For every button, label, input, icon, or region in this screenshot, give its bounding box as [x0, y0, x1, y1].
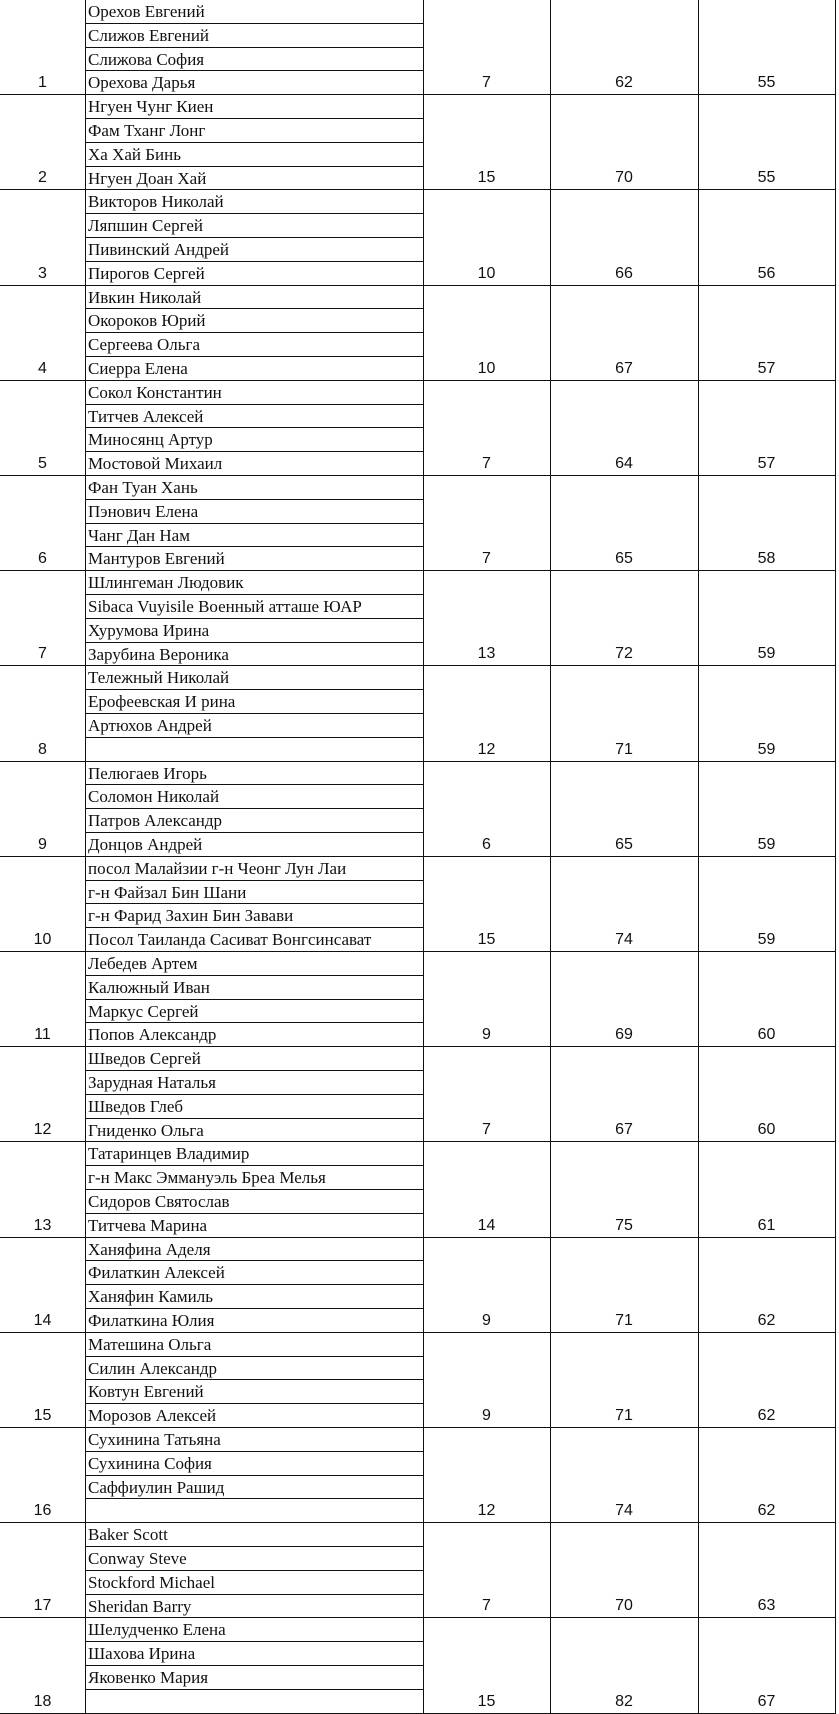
participant-name: Сухинина Татьяна [85, 1428, 423, 1452]
score-a-cell: 9 [482, 1311, 491, 1329]
rank-cell: 18 [33, 1692, 52, 1710]
rank-cell: 13 [33, 1216, 52, 1234]
score-a-cell: 7 [482, 550, 491, 568]
rank-cell: 16 [33, 1502, 52, 1520]
participant-name: Маркус Сергей [85, 1000, 423, 1024]
column-divider [835, 1333, 836, 1427]
participant-name: Яковенко Мария [85, 1666, 423, 1690]
score-c-cell: 55 [757, 169, 776, 187]
participant-name: Ковтун Евгений [85, 1380, 423, 1404]
rank-cell: 5 [38, 454, 47, 472]
score-c-cell: 60 [757, 1121, 776, 1139]
participant-name: Окороков Юрий [85, 309, 423, 333]
participant-name: Ивкин Николай [85, 286, 423, 310]
rank-cell: 9 [38, 835, 47, 853]
participant-name: Шведов Глеб [85, 1095, 423, 1119]
participant-name [85, 738, 423, 762]
score-c-cell: 67 [757, 1692, 776, 1710]
score-c-cell: 58 [757, 550, 776, 568]
rank-cell: 2 [38, 169, 47, 187]
participant-name: Сидоров Святослав [85, 1190, 423, 1214]
score-a-cell: 10 [477, 264, 496, 282]
score-c-cell: 61 [757, 1216, 776, 1234]
participant-name: Пэнович Елена [85, 500, 423, 524]
participant-name: Лебедев Артем [85, 952, 423, 976]
participant-name: Посол Таиланда Сасиват Вонгсинсават [88, 930, 372, 950]
participant-name: Титчев Алексей [85, 405, 423, 429]
score-b-cell: 69 [615, 1026, 633, 1044]
participant-name: Шахова Ирина [85, 1642, 423, 1666]
participant-name: Ханяфина Аделя [85, 1238, 423, 1262]
participant-name: Шведов Сергей [85, 1047, 423, 1071]
participant-name: Орехова Дарья [88, 73, 196, 93]
score-b-cell: 64 [615, 454, 633, 472]
participant-name: Чанг Дан Нам [85, 524, 423, 548]
score-b-cell: 67 [615, 359, 633, 377]
score-a-cell: 12 [477, 740, 496, 758]
table-row [0, 286, 836, 381]
participant-name: Зарубина Вероника [88, 644, 229, 664]
score-b-cell: 70 [615, 169, 633, 187]
participant-name: Слижова София [85, 48, 423, 72]
score-a-cell: 7 [482, 1597, 491, 1615]
column-divider [835, 476, 836, 570]
rank-cell: 10 [33, 930, 52, 948]
column-divider [835, 1428, 836, 1522]
column-divider [835, 857, 836, 951]
table-row [0, 0, 836, 95]
rank-cell: 6 [38, 550, 47, 568]
participant-name: Пелюгаев Игорь [85, 762, 423, 786]
column-divider [835, 762, 836, 856]
participant-name: Sheridan Barry [88, 1596, 192, 1616]
participant-name: г-н Файзал Бин Шани [85, 881, 423, 905]
score-a-cell: 9 [482, 1026, 491, 1044]
participant-name: Зарудная Наталья [85, 1071, 423, 1095]
participant-name: Пивинский Андрей [85, 238, 423, 262]
column-divider [835, 381, 836, 475]
score-c-cell: 62 [757, 1502, 776, 1520]
table-row [0, 952, 836, 1047]
score-c-cell: 63 [757, 1597, 776, 1615]
rank-cell: 14 [33, 1311, 52, 1329]
participant-name [85, 1690, 423, 1714]
participant-name: Ханяфин Камиль [85, 1285, 423, 1309]
participant-name: Патров Александр [85, 809, 423, 833]
score-a-cell: 13 [477, 645, 496, 663]
table-row [0, 1618, 836, 1713]
column-divider [835, 1238, 836, 1332]
participant-name: Попов Александр [88, 1025, 217, 1045]
rank-cell: 4 [38, 359, 47, 377]
column-divider [835, 1618, 836, 1712]
rank-cell: 1 [38, 74, 47, 92]
table-row [0, 95, 836, 190]
score-a-cell: 10 [477, 359, 496, 377]
participant-name: Baker Scott [85, 1523, 423, 1547]
participant-name: Conway Steve [85, 1547, 423, 1571]
participant-name: Филаткин Алексей [85, 1261, 423, 1285]
participant-name: Гниденко Ольга [88, 1120, 204, 1140]
participant-name: Фан Туан Хань [85, 476, 423, 500]
score-a-cell: 15 [477, 1692, 496, 1710]
score-c-cell: 56 [757, 264, 776, 282]
rank-cell: 3 [38, 264, 47, 282]
score-b-cell: 74 [615, 1502, 633, 1520]
table-row [0, 666, 836, 761]
score-b-cell: 71 [615, 1311, 633, 1329]
score-b-cell: 71 [615, 740, 633, 758]
score-b-cell: 67 [615, 1121, 633, 1139]
score-c-cell: 57 [757, 359, 776, 377]
participant-name: Хурумова Ирина [85, 619, 423, 643]
participant-name: Викторов Николай [85, 190, 423, 214]
rank-cell: 12 [33, 1121, 52, 1139]
score-c-cell: 59 [757, 645, 776, 663]
score-b-cell: 65 [615, 835, 633, 853]
participant-name: Саффиулин Рашид [85, 1476, 423, 1500]
column-divider [835, 286, 836, 380]
score-c-cell: 57 [757, 454, 776, 472]
score-b-cell: 75 [615, 1216, 633, 1234]
score-a-cell: 7 [482, 74, 491, 92]
table-row [0, 190, 836, 285]
participant-name: Фам Тханг Лонг [85, 119, 423, 143]
participant-name: Сухинина София [85, 1452, 423, 1476]
participant-name: Орехов Евгений [85, 0, 423, 24]
participant-name: Миносянц Артур [85, 428, 423, 452]
participant-name: Титчева Марина [88, 1215, 208, 1235]
participant-name: г-н Фарид Захин Бин Завави [85, 904, 423, 928]
participant-name: Артюхов Андрей [85, 714, 423, 738]
rank-cell: 11 [34, 1026, 51, 1044]
score-a-cell: 12 [477, 1502, 496, 1520]
score-b-cell: 65 [615, 550, 633, 568]
score-b-cell: 71 [615, 1406, 633, 1424]
table-row [0, 762, 836, 857]
participant-name: Матешина Ольга [85, 1333, 423, 1357]
score-b-cell: 66 [615, 264, 633, 282]
table-row [0, 1238, 836, 1333]
participant-name: посол Малайзии г-н Чеонг Лун Лаи [85, 857, 423, 881]
score-a-cell: 14 [477, 1216, 496, 1234]
score-a-cell: 9 [482, 1406, 491, 1424]
rank-cell: 15 [33, 1406, 52, 1424]
column-divider [835, 952, 836, 1046]
participant-name: Сергеева Ольга [85, 333, 423, 357]
participant-name: Морозов Алексей [88, 1406, 217, 1426]
column-divider [835, 1142, 836, 1236]
table-row [0, 857, 836, 952]
participant-name: Татаринцев Владимир [85, 1142, 423, 1166]
score-c-cell: 59 [757, 930, 776, 948]
participant-name: Филаткина Юлия [88, 1310, 215, 1330]
participant-name: Ерофеевская И рина [85, 690, 423, 714]
participant-name: Мостовой Михаил [88, 454, 223, 474]
score-c-cell: 62 [757, 1311, 776, 1329]
participant-name: Тележный Николай [85, 666, 423, 690]
score-c-cell: 55 [757, 74, 776, 92]
score-a-cell: 7 [482, 454, 491, 472]
score-c-cell: 60 [757, 1026, 776, 1044]
table-row [0, 476, 836, 571]
score-b-cell: 70 [615, 1597, 633, 1615]
column-divider [835, 571, 836, 665]
table-row [0, 1047, 836, 1142]
participant-name: Слижов Евгений [85, 24, 423, 48]
score-b-cell: 74 [615, 930, 633, 948]
participant-name: Нгуен Чунг Киен [85, 95, 423, 119]
score-b-cell: 62 [615, 74, 633, 92]
table-row [0, 1523, 836, 1618]
participant-name: Мантуров Евгений [88, 549, 225, 569]
participant-name: Шелудченко Елена [85, 1618, 423, 1642]
score-a-cell: 15 [477, 169, 496, 187]
score-a-cell: 6 [482, 835, 491, 853]
column-divider [835, 0, 836, 94]
score-c-cell: 59 [757, 835, 776, 853]
column-divider [835, 95, 836, 189]
participant-name: Силин Александр [85, 1357, 423, 1381]
score-c-cell: 62 [757, 1406, 776, 1424]
rank-cell: 17 [33, 1597, 52, 1615]
participant-name: Сиерра Елена [88, 358, 188, 378]
participant-name: Соломон Николай [85, 785, 423, 809]
rank-cell: 8 [38, 740, 47, 758]
score-b-cell: 82 [615, 1692, 633, 1710]
participant-name: Сокол Константин [85, 381, 423, 405]
table-row [0, 1142, 836, 1237]
participant-name: Ха Хай Бинь [85, 143, 423, 167]
column-divider [835, 1523, 836, 1617]
participant-name: г-н Макс Эммануэль Бреа Мелья [85, 1166, 423, 1190]
column-divider [835, 666, 836, 760]
participant-name: Шлингеман Людовик [85, 571, 423, 595]
participant-name: Пирогов Сергей [88, 263, 205, 283]
rank-cell: 7 [38, 645, 47, 663]
participant-name: Stockford Michael [85, 1571, 423, 1595]
table-row [0, 571, 836, 666]
participant-name: Sibaca Vuyisile Военный атташе ЮАР [85, 595, 423, 619]
table-row [0, 1333, 836, 1428]
participant-name: Донцов Андрей [88, 834, 203, 854]
score-c-cell: 59 [757, 740, 776, 758]
table-row [0, 381, 836, 476]
score-a-cell: 15 [477, 930, 496, 948]
table-row [0, 1428, 836, 1523]
participant-name: Калюжный Иван [85, 976, 423, 1000]
participant-name: Нгуен Доан Хай [88, 168, 207, 188]
participant-name: Ляпшин Сергей [85, 214, 423, 238]
score-b-cell: 72 [615, 645, 633, 663]
score-a-cell: 7 [482, 1121, 491, 1139]
column-divider [835, 190, 836, 284]
participant-name [85, 1499, 423, 1523]
column-divider [835, 1047, 836, 1141]
